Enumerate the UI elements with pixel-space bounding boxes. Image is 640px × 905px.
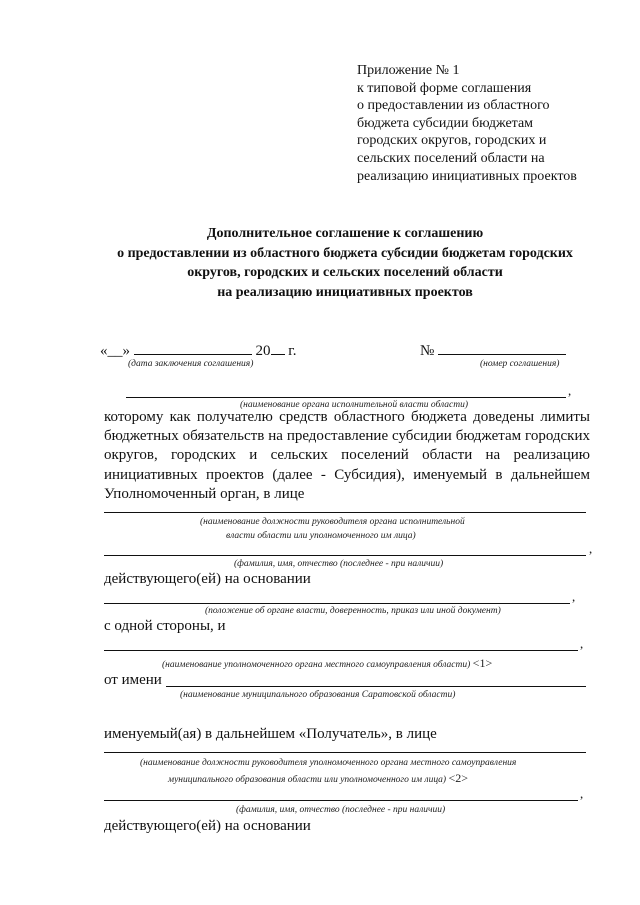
- appendix-line: Приложение № 1: [357, 63, 460, 78]
- comma: ,: [572, 589, 576, 604]
- document-title: [60, 224, 630, 302]
- appendix-line: городских округов, городских и: [357, 133, 547, 149]
- exec-authority-line[interactable]: [126, 397, 566, 398]
- appendix-line: реализацию инициативных проектов: [357, 168, 577, 184]
- date-year-blank[interactable]: [271, 340, 285, 355]
- head-position-caption: власти области или уполномоченного им лица): [226, 531, 416, 541]
- recipient-position-caption: [168, 772, 468, 786]
- number-caption: (номер соглашения): [480, 359, 560, 369]
- acting-basis-label: действующего(ей) на основании: [104, 571, 311, 587]
- comma: ,: [568, 383, 572, 398]
- title-line: о предоставлении из областного бюджета субсидии бюджетам городских: [117, 245, 573, 261]
- number-row: [420, 340, 566, 360]
- number-sign: №: [420, 343, 435, 359]
- date-year-prefix: 20: [255, 343, 271, 359]
- local-authority-caption-text: (наименование уполномоченного органа местного самоуправления области): [162, 660, 471, 670]
- fio-caption: (фамилия, имя, отчество (последнее - при наличии): [236, 805, 446, 815]
- basis-line[interactable]: [104, 603, 570, 604]
- one-side-label: с одной стороны, и: [104, 618, 226, 634]
- date-year-suffix: г.: [288, 343, 297, 359]
- number-blank[interactable]: [438, 340, 566, 355]
- comma: ,: [580, 786, 584, 801]
- head-position-caption: (наименование должности руководителя органа исполнительной: [200, 517, 465, 527]
- fio-caption: (фамилия, имя, отчество (последнее - при наличии): [234, 559, 444, 569]
- comma: ,: [580, 636, 584, 651]
- exec-authority-caption: (наименование органа исполнительной власти области): [240, 400, 469, 410]
- footnote-ref-2[interactable]: <2>: [448, 771, 469, 785]
- local-authority-line[interactable]: [104, 650, 578, 651]
- recipient-position-line[interactable]: [104, 752, 586, 753]
- local-authority-caption: [162, 657, 492, 671]
- head-position-line[interactable]: [104, 512, 586, 513]
- recipient-label: именуемый(ая) в дальнейшем «Получатель», в лице: [104, 726, 437, 742]
- footnote-ref-1[interactable]: <1>: [472, 656, 493, 670]
- appendix-line: о предоставлении из областного: [357, 98, 550, 114]
- recipient-position-caption: (наименование должности руководителя уполномоченного органа местного самоуправления: [140, 758, 517, 768]
- date-caption: (дата заключения соглашения): [128, 359, 254, 369]
- date-day: «__»: [100, 343, 130, 359]
- appendix-line: к типовой форме соглашения: [357, 80, 532, 96]
- recipient-position-caption-text: муниципального образования области или уполномоченного им лица): [168, 775, 447, 785]
- municipality-caption: (наименование муниципального образования Саратовской области): [180, 690, 456, 700]
- comma: ,: [589, 541, 593, 556]
- appendix-line: сельских поселений области на: [357, 150, 545, 166]
- title-line: на реализацию инициативных проектов: [217, 284, 473, 300]
- title-line: округов, городских и сельских поселений области: [187, 265, 503, 280]
- on-behalf-label: от имени: [104, 672, 162, 688]
- fio-line[interactable]: [104, 800, 578, 801]
- basis-caption: (положение об органе власти, доверенность, приказ или иной документ): [205, 606, 501, 616]
- paragraph-authority: которому как получателю средств областного бюджета доведены лимиты бюджетных обязательств на предоставление субсидии бюджетам городских округов, городских и сельских поселений области на реализацию инициативных проектов (далее - Субсидия), именуемый в дальнейшем Уполномоченный орган, в лице: [104, 409, 590, 502]
- acting-basis-label: действующего(ей) на основании: [104, 818, 311, 834]
- date-row: [100, 340, 296, 360]
- appendix-line: бюджета субсидии бюджетам: [357, 115, 534, 131]
- date-month-blank[interactable]: [134, 340, 252, 355]
- municipality-line[interactable]: [166, 686, 586, 687]
- fio-line[interactable]: [104, 555, 586, 556]
- title-line: Дополнительное соглашение к соглашению: [206, 226, 484, 241]
- appendix-block: [357, 62, 627, 185]
